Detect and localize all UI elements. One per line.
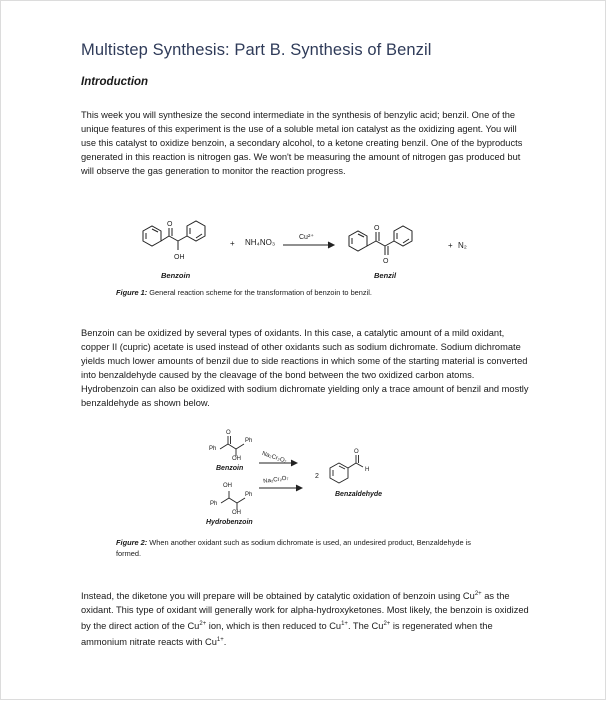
fig2-benzaldehyde-o: O [354, 449, 359, 455]
fig2-benzoin-label: Benzoin [216, 465, 244, 472]
figure2-caption-label: Figure 2: [116, 538, 148, 547]
page-title: Multistep Synthesis: Part B. Synthesis of Benzil [81, 41, 432, 59]
fig2-benzoin-oh: OH [232, 456, 241, 462]
fig2-benzoin-ph-right: Ph [245, 438, 253, 444]
fig1-byproduct: N₂ [458, 241, 467, 250]
fig2-oxidant-2: Na₂Cr₂O₇ [263, 475, 289, 485]
fig2-benzaldehyde-label: Benzaldehyde [335, 491, 383, 498]
figure2-caption [116, 537, 496, 559]
fig2-hydrobenzoin-label: Hydrobenzoin [206, 519, 253, 526]
fig2-hydro-ph-left: Ph [210, 501, 218, 507]
fig1-catalyst: Cu²⁺ [299, 234, 314, 241]
benzil-left-ring [349, 231, 367, 251]
intro-paragraph-2: Benzoin can be oxidized by several types of oxidants. In this case, a catalytic amount of a mild oxidant, copper II (cupric) acetate is used instead of other oxidants such as sodium dichromate. Sodium dichromate yields much lower amounts of benzil due to side reactions in which some of the starting material is converted into benzaldehyde caused by the cleavage of the bond between the two oxidized carbon atoms. Hydrobenzoin can also be oxidized with sodium dichromate yielding only a trace amount of benzil and mostly benzaldehyde as shown below. [81, 328, 529, 408]
intro-paragraph-3 [81, 587, 531, 649]
p3-sup-d: 2+ [383, 621, 391, 628]
fig2-benzoin-o: O [226, 430, 231, 436]
benzil-o-bottom-label: O [383, 258, 389, 265]
fig1-product-name: Benzil [374, 271, 397, 280]
benzoin-oh-label: OH [174, 254, 185, 261]
fig2-benzoin-ph-left: Ph [209, 446, 217, 452]
p3-text-e: is regenerated when the ammonium nitrate reacts with Cu [81, 621, 493, 648]
fig1-reagent: NH₄NO₃ [245, 238, 276, 247]
fig2-hydro-oh-top: OH [223, 483, 232, 489]
benzaldehyde-ring [330, 463, 348, 483]
benzil-o-top-label: O [374, 225, 380, 232]
figure2-caption-text: When another oxidant such as sodium dichromate is used, an undesired product, Benzaldehyde is formed. [116, 538, 471, 558]
p3-text-c: ion, which is then reduced to Cu [206, 621, 342, 632]
figure1-caption-text: General reaction scheme for the transformation of benzoin to benzil. [147, 288, 372, 297]
fig1-reactant-name: Benzoin [161, 271, 191, 280]
fig1-plus-1: + [230, 239, 235, 248]
figure1-caption [116, 287, 536, 298]
p3-sup-e: 1+ [216, 637, 224, 644]
p3-sup-c: 1+ [341, 621, 348, 628]
fig2-benzaldehyde-h: H [365, 467, 370, 473]
fig2-hydro-ph-right: Ph [245, 492, 253, 498]
fig1-plus-2: + [448, 241, 453, 250]
benzoin-o-label: O [167, 221, 173, 228]
p3-text-b: as the oxidant. This type of oxidant will generally work for alpha-hydroxyketones. Most likely, the benzoin is oxidized by the direct action of the Cu [81, 591, 529, 632]
p3-text-d: . The Cu [347, 621, 384, 632]
figure1-caption-label: Figure 1: [116, 288, 148, 297]
fig2-oxidant-1: Na₂Cr₂O₇ [261, 451, 288, 465]
fig2-hydro-oh-bottom: OH [232, 510, 241, 516]
p3-text-a: Instead, the diketone you will prepare will be obtained by catalytic oxidation of benzoin using Cu [81, 591, 475, 602]
intro-paragraph-1: This week you will synthesize the second intermediate in the synthesis of benzylic acid; benzil. One of the unique features of this experiment is the use of a soluble metal ion catalyst as the oxidizing agent. You will use this catalyst to oxidize benzoin, a secondary alcohol, to a ketone creating benzil. One of the byproducts generated in this reaction is nitrogen gas. We won't be measuring the amount of nitrogen gas produced but will observe the gas generation to monitor the reaction progress. [81, 110, 523, 176]
benzil-right-ring [394, 226, 412, 246]
section-heading: Introduction [81, 76, 149, 88]
benzoin-left-ring [143, 226, 161, 246]
p3-sup-a: 2+ [474, 591, 482, 597]
benzoin-right-ring [187, 221, 205, 241]
fig2-coefficient: 2 [315, 473, 319, 480]
p3-text-f: . [223, 637, 227, 648]
p3-sup-b: 2+ [199, 621, 207, 628]
